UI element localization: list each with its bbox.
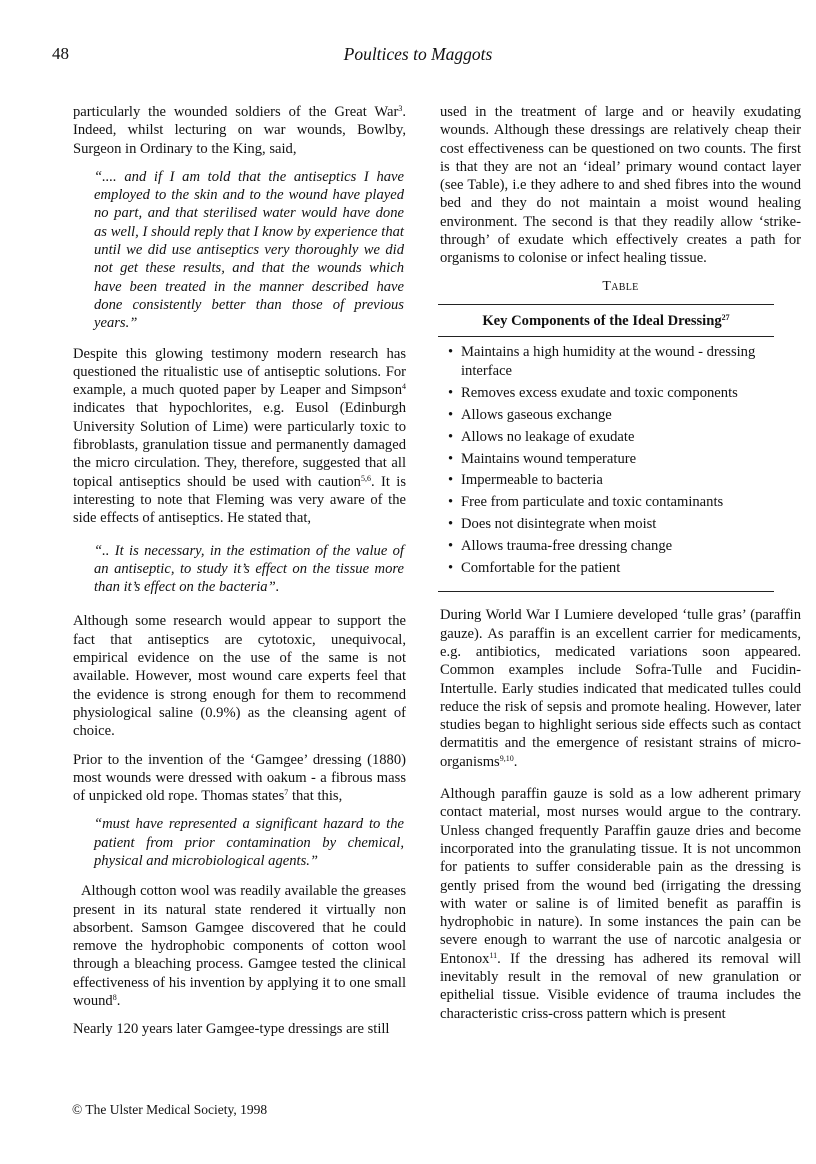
- table-title: Key Components of the Ideal Dressing$^{27}$: [438, 305, 774, 337]
- ideal-dressing-table: [438, 304, 774, 592]
- list-item: • Maintains a high humidity at the wound - dressing interface: [438, 343, 774, 380]
- page-number: 48: [52, 44, 69, 63]
- paragraph: Although some research would appear to support the fact that antiseptics are cytotoxic, unequivocal, empirical evidence on the use of the same is not available. However, most wound care experts feel that the evidence is strong enough for them to recommend physiological saline (0.9%) as the cleansing agent of choice.: [73, 613, 406, 740]
- list-item: • Allows no leakage of exudate: [438, 428, 774, 446]
- block-quote: “must have represented a significant hazard to the patient from prior contamination by chemical, physical and microbiological agents.”: [94, 816, 404, 869]
- list-item: • Comfortable for the patient: [438, 559, 774, 577]
- paragraph: Prior to the invention of the ‘Gamgee’ dressing (1880) most wounds were dressed with oakum - a fibrous mass of unpicked old rope. Thomas states$^7$ that this,: [73, 751, 406, 805]
- citation: 5,6: [360, 473, 371, 483]
- citation: 7: [284, 788, 289, 798]
- left-column: [73, 103, 406, 1049]
- block-quote: “.. It is necessary, in the estimation of the value of an antiseptic, to study it’s effect on the tissue more than it’s effect on the bacteria”.: [94, 542, 404, 596]
- list-item: • Impermeable to bacteria: [438, 471, 774, 489]
- list-item: • Does not disintegrate when moist: [438, 515, 774, 533]
- paragraph: used in the treatment of large and or heavily exudating wounds. Although these dressings are relatively cheap their cost effectiveness can be questioned on two counts. The first is that they are not an ‘ideal’ primary wound contact layer (see Table), i.e they adhere to and shed fibres into the wound bed and they do not maintain a moist wound healing environment. The second is that they readily allow ‘strike-through’ of exudate which effectively creates a path for organisms to colonise or infect healing tissue.: [440, 104, 801, 267]
- table-list: [438, 337, 774, 591]
- table-label: Table: [602, 278, 639, 294]
- list-item: • Allows trauma-free dressing change: [438, 537, 774, 555]
- citation: 11: [489, 950, 498, 960]
- paragraph: Although paraffin gauze is sold as a low adherent primary contact material, most nurses would argue to the contrary. Unless changed frequently Paraffin gauze dries and become incorporated into the granulating tissue. It is not uncommon for patients to suffer considerable pain as the dressing is gently prised from the wound bed (irrigating the dressing with water or saline is of limited benefit as paraffin is hydrophobic in nature). In some instances the pain can be severe enough to warrant the use of narcotic analgesia or Entonox$^{11}$. If the dressing has adhered its removal will inevitably result in the removal of new granulation or epithelial tissue. Visible evidence of trauma includes the characteristic criss-cross pattern which is present: [440, 786, 801, 1022]
- list-item: • Maintains wound temperature: [438, 450, 774, 468]
- citation: 3: [398, 104, 403, 113]
- paragraph: During World War I Lumiere developed ‘tulle gras’ (paraffin gauze). As paraffin is an excellent carrier for medicaments, e.g. antibiotics, medicated variations soon appeared. Common examples include Sofra-Tulle and Fucidin-Intertulle. Early studies indicated that medicated tulles could reduce the risk of sepsis and promote healing. However, later studies began to highlight serious side effects such as contact dermatitis and the emergence of resistant strains of micro-organisms$^{9,10}$.: [440, 607, 801, 770]
- paragraph: Although cotton wool was readily available the greases present in its natural state rendered it virtually non absorbent. Samson Gamgee discovered that he could remove the hydrophobic components of cotton wool through a bleaching process. Gamgee tested the clinical effectiveness of his invention by applying it to one small wound$^8$.: [73, 883, 406, 1010]
- paragraph: particularly the wounded soldiers of the Great War$^3$. Indeed, whilst lecturing on war wounds, Bowlby, Surgeon in Ordinary to the King, said,: [73, 104, 406, 157]
- block-quote: “.... and if I am told that the antiseptics I have employed to the skin and to the wound have played no part, and that sterilised water would have done as well, I should reply that I know by experience that until we did use antiseptics very thoroughly we did not get these results, and that the wounds which have been treated in the manner described have done consistently better than those of previous years.”: [94, 168, 404, 332]
- paragraph: Despite this glowing testimony modern research has questioned the ritualistic use of antiseptic solutions. For example, a much quoted paper by Leaper and Simpson$^4$ indicates that hypochlorites, e.g. Eusol (Edinburgh University Solution of Lime) were particularly toxic to fibroblasts, granulation tissue and permanently damaged the micro circulation. They, therefore, suggested that all topical antiseptics should be used with caution$^{5,6}$. It is interesting to note that Fleming was very aware of the side effects of antiseptics. He stated that,: [73, 345, 406, 527]
- citation: 8: [112, 993, 117, 1003]
- citation: 27: [721, 312, 730, 322]
- copyright-footer: © The Ulster Medical Society, 1998: [72, 1102, 268, 1117]
- right-column: [440, 103, 801, 1033]
- list-item: • Free from particulate and toxic contaminants: [438, 493, 774, 511]
- running-title: Poultices to Maggots: [343, 44, 493, 64]
- paragraph: Nearly 120 years later Gamgee-type dressings are still: [73, 1021, 390, 1038]
- list-item: • Removes excess exudate and toxic components: [438, 384, 774, 402]
- citation: 9,10: [499, 753, 514, 763]
- citation: 4: [402, 382, 406, 392]
- list-item: • Allows gaseous exchange: [438, 406, 774, 424]
